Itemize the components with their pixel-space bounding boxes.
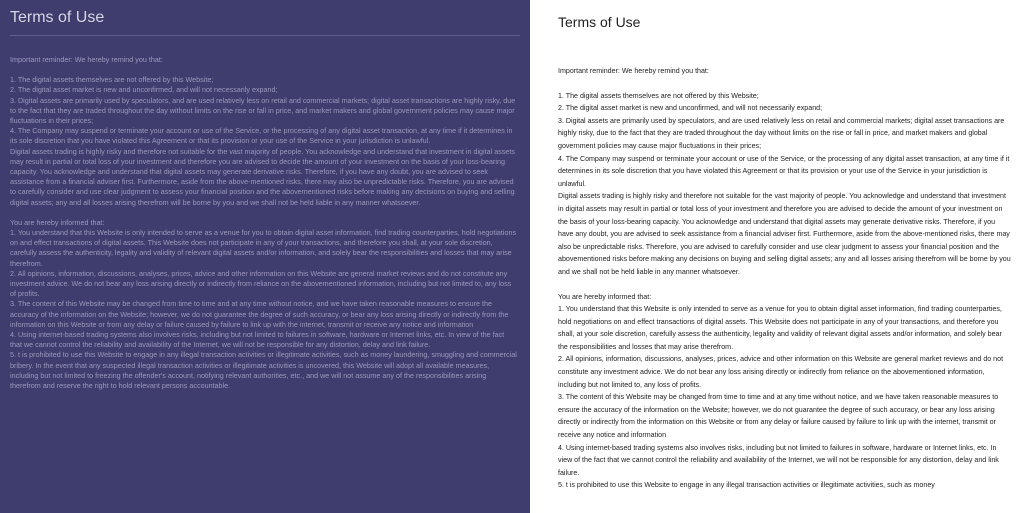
- informed-item: 4. Using internet-based trading systems also involves risks, including but not limited to failures in software, hardware or Internet links, etc. In view of the fact that we cannot control the reliability and availability of the Internet, we will not be responsible for any distortion, delay and link failure.: [10, 330, 505, 350]
- reminder-item: 2. The digital asset market is new and unconfirmed, and will not necessarily expand;: [10, 85, 278, 95]
- terms-body[interactable]: [558, 65, 1012, 492]
- risk-paragraph: Digital assets trading is highly risky and therefore not suitable for the vast majority of people. You acknowledge and understand that investment in digital assets may result in partial or total loss of your investment and therefore you are advised to decide the amount of your investment on the basis of your loss-bearing capacity. You acknowledge and understand that digital assets may generate derivative risks. Therefore, if you have any doubt, you are advised to seek assistance from a financial adviser first. Furthermore, aside from the above-mentioned risks, there may also be unpredictable risks. Therefore, you are advised to carefully consider and use clear judgment to assess your financial position and the abovementioned risks before making any decisions on buying and selling digital assets; any and all losses arising therefrom will be borne by you and we shall not be held liable in any manner whatsoever.: [558, 192, 1011, 276]
- informed-heading: You are hereby informed that:: [558, 292, 652, 301]
- informed-item: 3. The content of this Website may be changed from time to time and at any time without notice, and we have taken reasonable measures to ensure the accuracy of the information on the Website; however, we do not guarantee the degree of such accuracy, or bear any loss arising directly or indirectly from the information on this Website or from any delay or failure caused by failure to link up with the internet, transmit or receive any notice and information: [558, 393, 999, 440]
- reminder-text: Important reminder: We hereby remind you that:: [558, 67, 709, 75]
- reminder-item: 3. Digital assets are primarily used by speculators, and are used relatively less on retail and commercial markets; digital asset transactions are highly risky, due to the fact that they are traded throughout the day without limits on the rise or fall in price, and market makers and global government policies may cause major fluctuations in their prices;: [558, 116, 1005, 150]
- panel-separator: [530, 0, 540, 513]
- title-divider: [10, 35, 520, 36]
- informed-item: 4. Using internet-based trading systems also involves risks, including but not limited to failures in software, hardware or Internet links, etc. In view of the fact that we cannot control the reliability and availability of the Internet, we will not be responsible for any distortion, delay and link failure.: [558, 443, 999, 477]
- reminder-item: 3. Digital assets are primarily used by speculators, and are used relatively less on retail and commercial markets; digital asset transactions are highly risky, due to the fact that they are traded throughout the day without limits on the rise or fall in price, and market makers and global government policies may cause major fluctuations in their prices;: [10, 95, 516, 126]
- informed-item: 1. You understand that this Website is only intended to serve as a venue for you to obtain digital asset information, find trading counterparties, hold negotiations on and effect transactions of digital assets. This Website does not participate in any of your transactions, and therefore you shall, at your sole discretion, carefully assess the authenticity, legality and validity of relevant digital assets and/or information, and solely bear the responsibilities and losses that may arise therefrom.: [558, 305, 1002, 351]
- terms-panel-light: [540, 0, 1024, 513]
- page-title: Terms of Use: [10, 9, 105, 26]
- reminder-item: 4. The Company may suspend or terminate your account or use of the Service, or the processing of any digital asset transaction, at any time if it determines in its sole discretion that you have violated this Agreement or that its provision or your use of the Service in your jurisdiction is unlawful.: [558, 154, 1010, 188]
- reminder-item: 2. The digital asset market is new and unconfirmed, and will not necessarily expand;: [558, 104, 823, 113]
- informed-item: 2. All opinions, information, discussions, analyses, prices, advice and other information on this Website are general market reviews and do not constitute any investment advice. We do not bear any loss arising directly or indirectly from reliance on the abovementioned information, including but not limited to, any loss of profits.: [10, 268, 512, 299]
- informed-item: 3. The content of this Website may be changed from time to time and at any time without notice, and we have taken reasonable measures to ensure the accuracy of the information on the Website; however, we do not guarantee the degree of such accuracy, or bear any loss arising directly or indirectly from the information on this Website or from any delay or failure caused by failure to link up with the internet, transmit or receive any notice and information: [10, 299, 509, 329]
- informed-item: 5. t is prohibited to use this Website to engage in any illegal transaction activities or illegitimate activities, such as money laundering, smuggling and commercial bribery. In the event that any suspected illegal transaction activities or illegitimate activities is uncovered, this Website will adopt all available measures, including but not limited to freezing the offender's account, notifying relevant authorities, etc., and we will not assume any of the responsibilities arising therefrom and reserve the right to hold relevant persons accountable.: [10, 350, 517, 391]
- risk-paragraph: Digital assets trading is highly risky and therefore not suitable for the vast majority of people. You acknowledge and understand that investment in digital assets may result in partial or total loss of your investment and therefore you are advised to decide the amount of your investment on the basis of your loss-bearing capacity. You acknowledge and understand that digital assets may generate derivative risks. Therefore, if you have any doubt, you are advised to seek assistance from a financial adviser first. Furthermore, aside from the above-mentioned risks, there may also be unpredictable risks. Therefore, you are advised to carefully consider and use clear judgment to assess your financial position and the abovementioned risks before making any decisions on buying and selling digital assets; any and all losses arising therefrom will be borne by you and we shall not be held liable in any manner whatsoever.: [10, 146, 516, 207]
- informed-item: 1. You understand that this Website is only intended to serve as a venue for you to obtain digital asset information, find trading counterparties, hold negotiations on and effect transactions of digital assets. This Website does not participate in any of your transactions, and therefore you shall, at your sole discretion, carefully assess the authenticity, legality and validity of relevant digital assets and/or information, and solely bear the responsibilities and losses that may arise therefrom.: [10, 228, 517, 268]
- reminder-item: 1. The digital assets themselves are not offered by this Website;: [10, 75, 214, 85]
- informed-item: 5. t is prohibited to use this Website to engage in any illegal transaction activities or illegitimate activities, such as money: [558, 481, 935, 490]
- terms-body[interactable]: [10, 55, 518, 391]
- informed-heading: You are hereby informed that:: [10, 217, 105, 227]
- reminder-text: Important reminder: We hereby remind you that:: [10, 55, 163, 64]
- reminder-item: 4. The Company may suspend or terminate your account or use of the Service, or the processing of any digital asset transaction, at any time if it determines in its sole discretion that you have violated this Agreement or that its provision or your use of the Service in your jurisdiction is unlawful.: [10, 126, 513, 146]
- informed-item: 2. All opinions, information, discussions, analyses, prices, advice and other information on this Website are general market reviews and do not constitute any investment advice. We do not bear any loss arising directly or indirectly from reliance on the abovementioned information, including but not limited to, any loss of profits.: [558, 355, 1004, 389]
- reminder-item: 1. The digital assets themselves are not offered by this Website;: [558, 91, 759, 100]
- page-title: Terms of Use: [558, 14, 641, 30]
